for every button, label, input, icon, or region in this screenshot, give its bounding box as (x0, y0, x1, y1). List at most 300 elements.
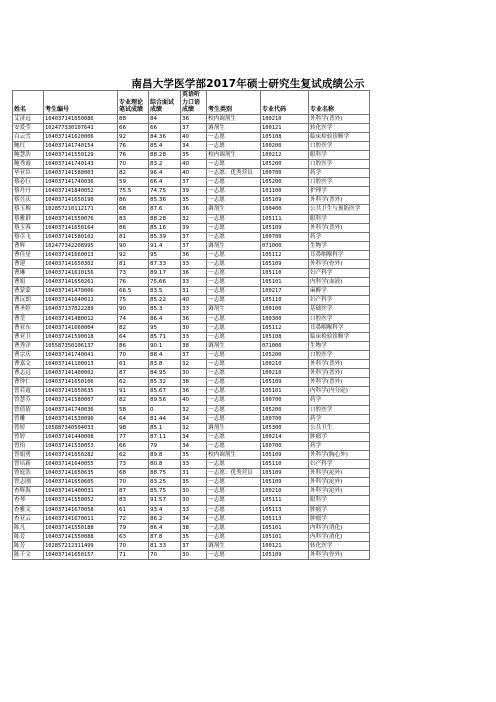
cell-interview-score: 89.8 (149, 450, 181, 459)
cell-category: 一志愿 (207, 187, 261, 196)
table-row (13, 187, 370, 196)
cell-exam-id: 104037141480012 (44, 314, 118, 323)
cell-major-code: 100214 (261, 432, 309, 441)
cell-major-code: 105110 (261, 269, 309, 278)
cell-english-score: 37 (181, 232, 207, 241)
cell-theory-score: 64 (118, 414, 149, 423)
cell-name: 曹宗庆 (13, 350, 44, 359)
cell-english-score: 31 (181, 469, 207, 478)
cell-theory-score: 62 (118, 378, 149, 387)
cell-interview-score: 74.75 (149, 187, 181, 196)
cell-major-code: 105200 (261, 350, 309, 359)
cell-major-name: 肿瘤学 (309, 505, 370, 514)
cell-category: 调剂生 (207, 123, 261, 132)
cell-english-score: 37 (181, 123, 207, 132)
cell-english-score: 40 (181, 296, 207, 305)
cell-name: 曹沅朗 (13, 296, 44, 305)
cell-english-score: 34 (181, 414, 207, 423)
cell-name: 曾婷 (13, 423, 44, 432)
cell-theory-score: 70 (118, 159, 149, 168)
table-row (13, 214, 370, 223)
cell-english-score: 32 (181, 214, 207, 223)
cell-category: 一志愿 (207, 460, 261, 469)
table-row (13, 450, 370, 459)
cell-theory-score: 66 (118, 441, 149, 450)
cell-exam-id: 104037141740036 (44, 405, 118, 414)
table-row (13, 278, 370, 287)
cell-name: 曾婷 (13, 432, 44, 441)
cell-interview-score: 88.4 (149, 350, 181, 359)
cell-theory-score: 82 (118, 323, 149, 332)
cell-major-code: 105109 (261, 260, 309, 269)
cell-interview-score: 86.4 (149, 314, 181, 323)
cell-major-code: 100121 (261, 123, 309, 132)
cell-major-code: 105112 (261, 323, 309, 332)
cell-major-name: 外科学(胸心外) (309, 450, 370, 459)
cell-theory-score: 66 (118, 123, 149, 132)
cell-exam-id: 104037141550188 (44, 523, 118, 532)
cell-name: 查辉海 (13, 487, 44, 496)
cell-major-code: 100212 (261, 150, 309, 159)
table-row (13, 469, 370, 478)
cell-english-score: 37 (181, 350, 207, 359)
cell-name: 曾雕 (13, 414, 44, 423)
cell-category: 一志愿 (207, 323, 261, 332)
cell-major-code: 105112 (261, 250, 309, 259)
table-row (13, 378, 370, 387)
cell-english-score: 33 (181, 305, 207, 314)
cell-name: 曾庭浩 (13, 469, 44, 478)
cell-category: 一志愿 (207, 250, 261, 259)
cell-category: 一志愿 (207, 269, 261, 278)
cell-theory-score: 68 (118, 205, 149, 214)
cell-english-score: 36 (181, 250, 207, 259)
cell-theory-score: 61 (118, 505, 149, 514)
cell-category: 一志愿：优秀营员 (207, 469, 261, 478)
cell-exam-id: 104037141640011 (44, 296, 118, 305)
cell-english-score: 34 (181, 514, 207, 523)
cell-english-score: 38 (181, 523, 207, 532)
cell-interview-score: 0 (149, 405, 181, 414)
cell-major-name: 外科学(普外) (309, 114, 370, 123)
cell-major-name: 外科学(普外) (309, 369, 370, 378)
cell-english-score: 33 (181, 278, 207, 287)
cell-exam-id: 104037141400031 (44, 487, 118, 496)
cell-interview-score: 85.67 (149, 387, 181, 396)
cell-major-name: 临床检验诊断学 (309, 132, 370, 141)
cell-name: 曹辉 (13, 241, 44, 250)
cell-category: 一志愿 (207, 523, 261, 532)
col-header-interview-score: 综合面试成绩 (149, 91, 181, 115)
cell-theory-score: 83 (118, 496, 149, 505)
cell-interview-score: 81.44 (149, 414, 181, 423)
cell-exam-id: 104037141740154 (44, 141, 118, 150)
cell-name: 曾若霞 (13, 387, 44, 396)
cell-major-name: 妇产科学 (309, 296, 370, 305)
cell-major-name: 口腔医学 (309, 178, 370, 187)
cell-major-name: 口腔医学 (309, 141, 370, 150)
cell-name: 曹蒙蒙 (13, 287, 44, 296)
cell-theory-score: 76 (118, 278, 149, 287)
cell-interview-score: 89.17 (149, 269, 181, 278)
cell-category: 调剂生 (207, 205, 261, 214)
cell-theory-score: 87 (118, 487, 149, 496)
cell-exam-id: 104037141650086 (44, 114, 118, 123)
cell-name: 蔡丹丹 (13, 187, 44, 196)
cell-theory-score: 83 (118, 214, 149, 223)
cell-theory-score: 74 (118, 314, 149, 323)
cell-major-code: 100210 (261, 114, 309, 123)
cell-category: 调剂生 (207, 423, 261, 432)
cell-exam-id: 102477342208995 (44, 241, 118, 250)
cell-major-code: 105109 (261, 223, 309, 232)
cell-name: 曹亚东 (13, 323, 44, 332)
cell-major-code: 100700 (261, 396, 309, 405)
cell-exam-id: 104037141550052 (44, 496, 118, 505)
cell-name: 曹建 (13, 260, 44, 269)
cell-exam-id: 105587350106137 (44, 341, 118, 350)
cell-name: 艾济远 (13, 114, 44, 123)
cell-interview-score: 88.28 (149, 150, 181, 159)
table-row (13, 441, 370, 450)
cell-english-score: 30 (181, 369, 207, 378)
cell-name: 蔡玉梅 (13, 205, 44, 214)
cell-major-code: 100100 (261, 305, 309, 314)
cell-exam-id: 102477330107641 (44, 123, 118, 132)
cell-major-code: 105300 (261, 423, 309, 432)
cell-exam-id: 102857210112171 (44, 205, 118, 214)
cell-category: 一志愿 (207, 441, 261, 450)
cell-name: 蔡雅群 (13, 214, 44, 223)
cell-theory-score: 72 (118, 514, 149, 523)
cell-category: 一志愿 (207, 514, 261, 523)
cell-theory-score: 90 (118, 305, 149, 314)
cell-major-code: 100217 (261, 287, 309, 296)
table-row (13, 532, 370, 541)
cell-exam-id: 104037141580007 (44, 396, 118, 405)
cell-interview-score: 96.4 (149, 169, 181, 178)
table-row (13, 296, 370, 305)
cell-theory-score: 61 (118, 360, 149, 369)
cell-exam-id: 104037141640055 (44, 460, 118, 469)
cell-major-name: 眼科学 (309, 496, 370, 505)
cell-english-score: 32 (181, 405, 207, 414)
cell-major-name: 眼科学 (309, 214, 370, 223)
cell-english-score: 36 (181, 205, 207, 214)
cell-exam-id: 104037141650605 (44, 478, 118, 487)
table-row (13, 150, 370, 159)
table-row (13, 496, 370, 505)
cell-major-code: 105200 (261, 405, 309, 414)
cell-major-name: 转化医学 (309, 541, 370, 550)
cell-theory-score: 77 (118, 432, 149, 441)
cell-exam-id: 104037141440008 (44, 432, 118, 441)
cell-interview-score: 90.1 (149, 341, 181, 350)
cell-english-score: 32 (181, 360, 207, 369)
cell-english-score: 39 (181, 187, 207, 196)
cell-major-name: 内科学(消化) (309, 532, 370, 541)
cell-exam-id: 104037141550076 (44, 214, 118, 223)
table-row (13, 523, 370, 532)
cell-theory-score: 70 (118, 478, 149, 487)
cell-exam-id: 104037141470006 (44, 287, 118, 296)
cell-name: 曹嘉文 (13, 360, 44, 369)
cell-interview-score: 75.66 (149, 278, 181, 287)
cell-name: 鲍慧浩 (13, 150, 44, 159)
cell-english-score: 37 (181, 178, 207, 187)
cell-exam-id: 104037141740143 (44, 159, 118, 168)
table-row (13, 287, 370, 296)
cell-name: 陈芳 (13, 532, 44, 541)
table-row (13, 205, 370, 214)
cell-name: 曹圣婷 (13, 305, 44, 314)
cell-interview-score: 85.39 (149, 232, 181, 241)
cell-theory-score: 81 (118, 260, 149, 269)
cell-major-name: 耳鼻咽喉科学 (309, 250, 370, 259)
cell-english-score: 40 (181, 169, 207, 178)
table-row (13, 350, 370, 359)
cell-exam-id: 104037141650190 (44, 196, 118, 205)
cell-interview-score: 83.2 (149, 159, 181, 168)
cell-category: 一志愿 (207, 487, 261, 496)
cell-major-name: 眼科学 (309, 150, 370, 159)
cell-major-name: 肿瘤学 (309, 432, 370, 441)
cell-name: 曾倩倩 (13, 405, 44, 414)
cell-major-code: 105109 (261, 196, 309, 205)
cell-exam-id: 104037141590018 (44, 332, 118, 341)
cell-english-score: 30 (181, 487, 207, 496)
cell-category: 一志愿 (207, 278, 261, 287)
cell-english-score: 30 (181, 551, 207, 560)
table-row (13, 405, 370, 414)
cell-theory-score: 70 (118, 350, 149, 359)
cell-exam-id: 104037141650164 (44, 223, 118, 232)
table-body (13, 114, 370, 560)
cell-exam-id: 104037141660004 (44, 323, 118, 332)
cell-major-name: 药学 (309, 232, 370, 241)
cell-exam-id: 104037141530053 (44, 441, 118, 450)
cell-major-name: 药学 (309, 169, 370, 178)
cell-theory-score: 63 (118, 532, 149, 541)
table-row (13, 341, 370, 350)
cell-major-name: 公共卫生 (309, 423, 370, 432)
cell-major-name: 外科学(泌外) (309, 469, 370, 478)
cell-major-code: 105200 (261, 178, 309, 187)
cell-major-code: 100700 (261, 169, 309, 178)
cell-category: 调剂生 (207, 241, 261, 250)
cell-theory-score: 82 (118, 169, 149, 178)
cell-interview-score: 87.6 (149, 205, 181, 214)
cell-exam-id: 104037141840052 (44, 187, 118, 196)
cell-category: 一志愿 (207, 296, 261, 305)
cell-category: 一志愿 (207, 414, 261, 423)
cell-theory-score: 76 (118, 141, 149, 150)
cell-major-name: 外科学(普外) (309, 360, 370, 369)
cell-theory-score: 92 (118, 132, 149, 141)
cell-major-name: 转化医学 (309, 123, 370, 132)
cell-major-name: 公共卫生与预防医学 (309, 205, 370, 214)
cell-english-score: 35 (181, 478, 207, 487)
cell-major-code: 105101 (261, 387, 309, 396)
cell-english-score: 33 (181, 505, 207, 514)
cell-interview-score: 87.8 (149, 532, 181, 541)
cell-interview-score: 85.71 (149, 332, 181, 341)
table-row (13, 541, 370, 550)
col-header-category: 考生类别 (207, 91, 261, 115)
cell-name: 陈凡 (13, 523, 44, 532)
cell-exam-id: 104037141620006 (44, 132, 118, 141)
cell-interview-score: 84.95 (149, 369, 181, 378)
cell-theory-score: 88 (118, 114, 149, 123)
cell-major-code: 071000 (261, 341, 309, 350)
table-row (13, 551, 370, 560)
cell-name: 曾培新 (13, 460, 44, 469)
table-row (13, 432, 370, 441)
cell-major-code: 100210 (261, 369, 309, 378)
results-table (12, 90, 370, 560)
cell-category: 校内调剂生 (207, 114, 261, 123)
cell-interview-score: 91.57 (149, 496, 181, 505)
cell-major-name: 生物学 (309, 241, 370, 250)
col-header-major-name: 专业名称 (309, 91, 370, 115)
cell-exam-id: 104037141530090 (44, 414, 118, 423)
cell-major-code: 105110 (261, 296, 309, 305)
col-header-name: 姓名 (13, 91, 44, 115)
cell-exam-id: 104037141400002 (44, 369, 118, 378)
cell-major-code: 105101 (261, 278, 309, 287)
table-row (13, 196, 370, 205)
cell-category: 一志愿 (207, 214, 261, 223)
cell-english-score: 33 (181, 332, 207, 341)
cell-major-code: 105109 (261, 450, 309, 459)
table-row (13, 396, 370, 405)
cell-category: 一志愿 (207, 332, 261, 341)
cell-name: 蔡必行 (13, 178, 44, 187)
table-row (13, 114, 370, 123)
cell-interview-score: 84.36 (149, 132, 181, 141)
cell-name: 白云雪 (13, 132, 44, 141)
cell-name: 安爱莹 (13, 123, 44, 132)
cell-major-name: 外科学(骨外) (309, 551, 370, 560)
cell-english-score: 34 (181, 432, 207, 441)
cell-major-code: 105101 (261, 532, 309, 541)
cell-english-score: 36 (181, 314, 207, 323)
cell-english-score: 37 (181, 541, 207, 550)
col-header-major-code: 专业代码 (261, 91, 309, 115)
cell-theory-score: 87 (118, 369, 149, 378)
cell-name: 曹亚卫 (13, 332, 44, 341)
cell-category: 一志愿 (207, 232, 261, 241)
cell-interview-score: 86.2 (149, 514, 181, 523)
cell-major-code: 100700 (261, 232, 309, 241)
cell-theory-score: 98 (118, 423, 149, 432)
cell-major-code: 105109 (261, 378, 309, 387)
cell-interview-score: 91.4 (149, 241, 181, 250)
cell-major-code: 100210 (261, 360, 309, 369)
table-row (13, 223, 370, 232)
cell-major-code: 100300 (261, 314, 309, 323)
table-row (13, 123, 370, 132)
cell-name: 曾志刚 (13, 478, 44, 487)
cell-name: 曾怡 (13, 441, 44, 450)
cell-category: 一志愿 (207, 141, 261, 150)
cell-theory-score: 68 (118, 469, 149, 478)
cell-major-name: 药学 (309, 441, 370, 450)
cell-interview-score: 87.33 (149, 260, 181, 269)
cell-major-name: 口腔医学 (309, 405, 370, 414)
cell-theory-score: 82 (118, 396, 149, 405)
cell-category: 一志愿 (207, 360, 261, 369)
cell-category: 一志愿 (207, 260, 261, 269)
cell-major-code: 105111 (261, 214, 309, 223)
cell-theory-score: 90 (118, 241, 149, 250)
cell-exam-id: 104037141580102 (44, 232, 118, 241)
cell-english-score: 30 (181, 323, 207, 332)
cell-exam-id: 104037141650261 (44, 278, 118, 287)
cell-name: 曹钟仁 (13, 378, 44, 387)
cell-category: 一志愿 (207, 178, 261, 187)
cell-exam-id: 104037141580003 (44, 169, 118, 178)
cell-exam-id: 104037141670058 (44, 505, 118, 514)
cell-major-name: 外科学(骨外) (309, 260, 370, 269)
table-row (13, 169, 370, 178)
cell-english-score: 30 (181, 496, 207, 505)
cell-category: 一志愿 (207, 432, 261, 441)
cell-english-score: 34 (181, 141, 207, 150)
cell-interview-score: 83.25 (149, 478, 181, 487)
cell-major-code: 100210 (261, 487, 309, 496)
table-row (13, 332, 370, 341)
cell-major-name: 临床检验诊断学 (309, 332, 370, 341)
cell-major-code: 071000 (261, 241, 309, 250)
table-row (13, 305, 370, 314)
cell-category: 一志愿：优秀营员 (207, 169, 261, 178)
cell-english-score: 33 (181, 460, 207, 469)
table-row (13, 241, 370, 250)
cell-interview-score: 79 (149, 441, 181, 450)
table-row (13, 387, 370, 396)
cell-exam-id: 104037141100013 (44, 360, 118, 369)
cell-exam-id: 104037141650157 (44, 551, 118, 560)
cell-exam-id: 104037141740036 (44, 178, 118, 187)
cell-english-score: 40 (181, 396, 207, 405)
cell-category: 一志愿 (207, 396, 261, 405)
cell-interview-score: 93.4 (149, 505, 181, 514)
cell-major-name: 内科学(内分泌) (309, 387, 370, 396)
cell-interview-score: 95 (149, 250, 181, 259)
cell-theory-score: 62 (118, 450, 149, 459)
cell-name: 陈千文 (13, 551, 44, 560)
cell-category: 调剂生 (207, 541, 261, 550)
cell-exam-id: 104037141740041 (44, 350, 118, 359)
cell-theory-score: 73 (118, 269, 149, 278)
cell-category: 调剂生 (207, 341, 261, 350)
cell-category: 一志愿 (207, 387, 261, 396)
cell-interview-score: 85.36 (149, 196, 181, 205)
table-row (13, 478, 370, 487)
cell-major-name: 基础医学 (309, 305, 370, 314)
table-row (13, 360, 370, 369)
cell-major-code: 105109 (261, 469, 309, 478)
cell-major-code: 105113 (261, 505, 309, 514)
cell-major-code: 100700 (261, 441, 309, 450)
cell-name: 蔡卓飞 (13, 232, 44, 241)
cell-name: 查亚云 (13, 514, 44, 523)
cell-english-score: 36 (181, 269, 207, 278)
cell-category: 一志愿 (207, 350, 261, 359)
cell-interview-score: 70 (149, 551, 181, 560)
cell-major-code: 105200 (261, 159, 309, 168)
